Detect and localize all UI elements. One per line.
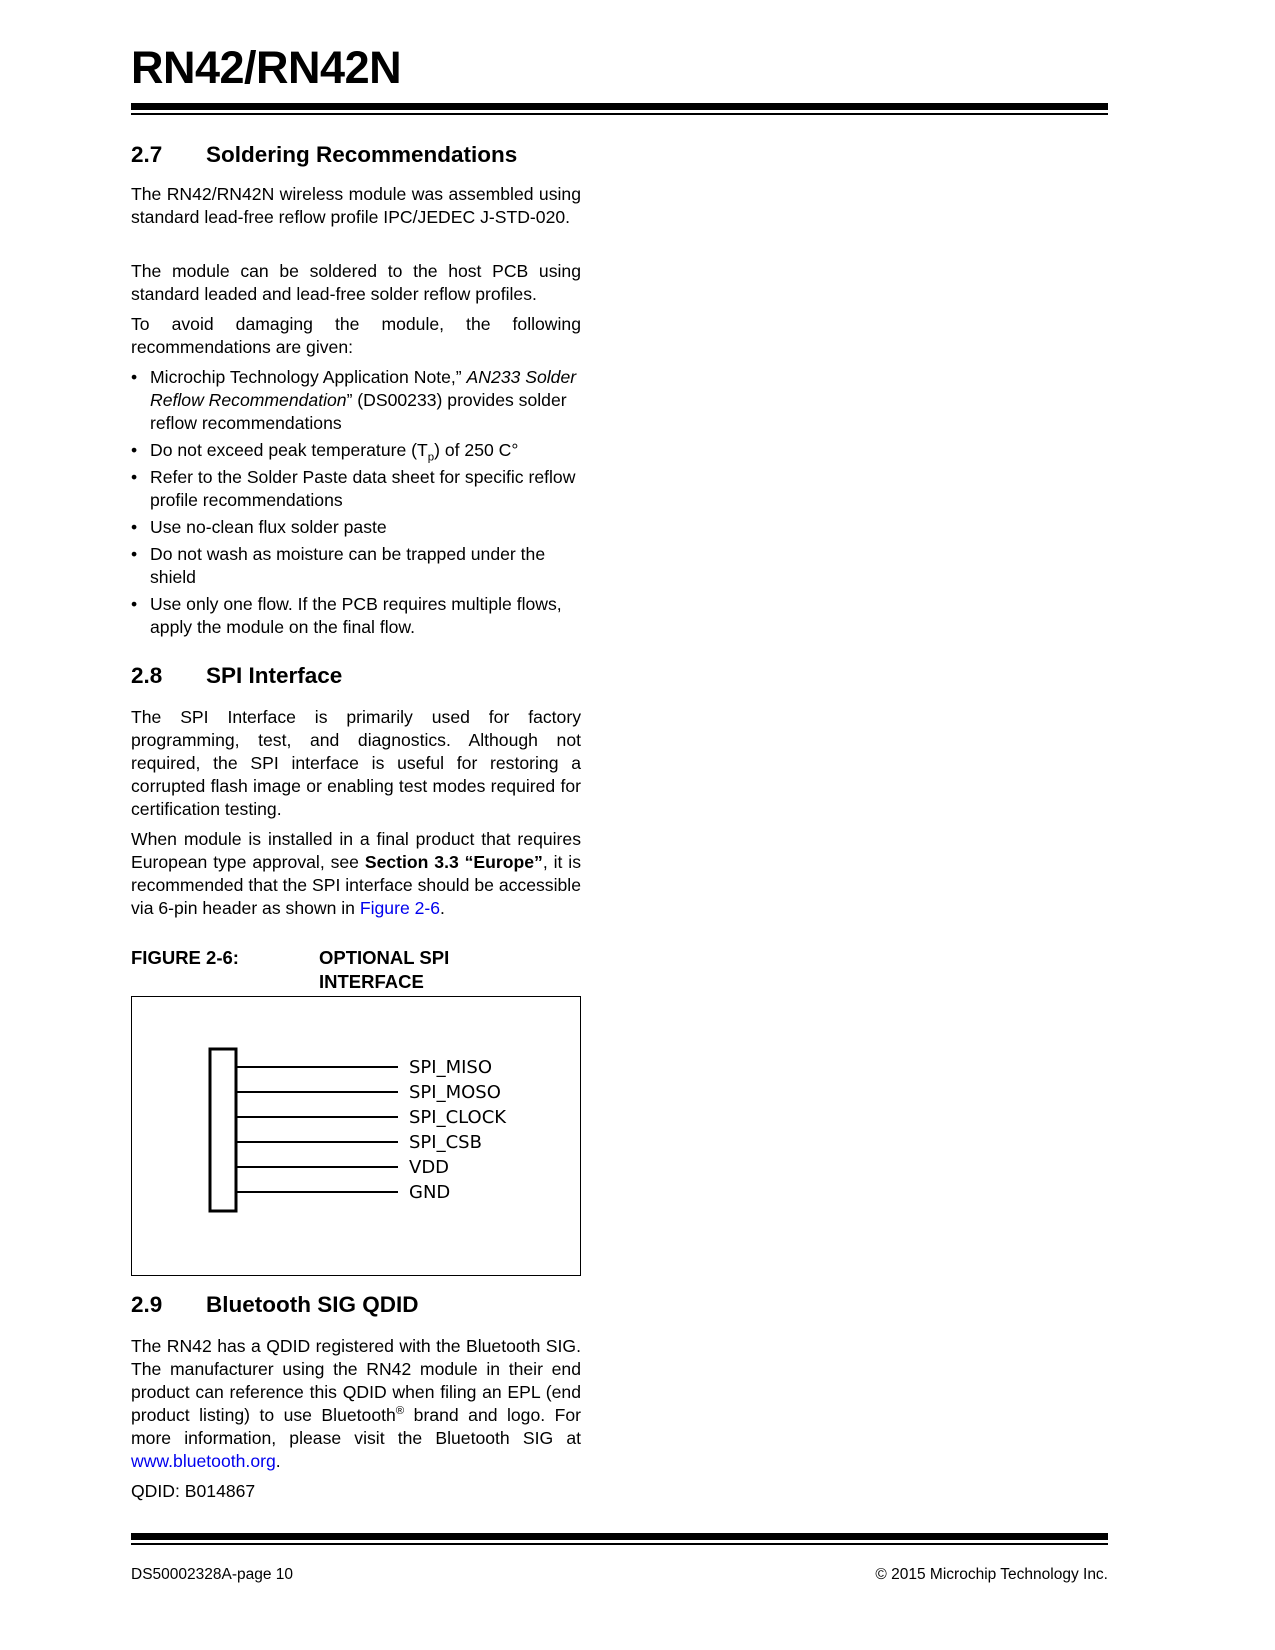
section-number: 2.9 [131,1292,163,1317]
bullet-item: • Do not exceed peak temperature $(T_p)$ of 250 C° [131,439,581,462]
figure-label: FIGURE 2-6: [131,947,239,968]
footer-document-id: DS50002328A-page 10 [131,1566,294,1583]
soldering-bullet-list [131,366,581,643]
section-2-8-paragraph-1: The SPI Interface is primarily used for factory programming, test, and diagnostics. Although not required, the SPI interface is useful for restoring a corrupted flash image or enabling test modes required for certification testing. [131,707,581,819]
section-2-7-paragraph-2: The module can be soldered to the host PCB using standard leaded and lead-free solder reflow profiles. [131,261,581,304]
bullet-item: • Microchip Technology Application Note,” AN233 Solder Reflow Recommendation” (DS00233) provides solder reflow recommendations [131,366,581,435]
figure-2-6-link[interactable]: Figure 2-6 [359,898,441,918]
six-pin-header [210,1049,236,1211]
section-2-7-paragraph-3: To avoid damaging the module, the following recommendations are given: [131,314,581,357]
section-title: Bluetooth SIG QDID [206,1292,419,1317]
header-rule-thin [131,113,1108,115]
section-title: SPI Interface [206,663,343,688]
page-header-title: RN42/RN42N [131,42,402,93]
section-title: Soldering Recommendations [206,142,518,167]
pin-label-spi-moso: SPI_MOSO [409,1082,501,1103]
section-2-9-heading [131,1291,419,1319]
spi-header-diagram [132,997,580,1275]
section-2-8-heading [131,662,342,690]
section-2-7-paragraph-1: The RN42/RN42N wireless module was assembled using standard lead-free reflow profile IPC/JEDEC J-STD-020. [131,184,581,227]
section-number: 2.8 [131,663,163,688]
pin-label-spi-csb: SPI_CSB [409,1132,482,1153]
header-rule-thick [131,103,1108,110]
section-number: 2.7 [131,142,163,167]
figure-2-6-box [131,996,581,1276]
pin-label-gnd: GND [409,1182,451,1203]
section-2-9-paragraph-1: The RN42 has a QDID registered with the Bluetooth SIG. The manufacturer using the RN42 module in their end product can reference this QDID when filing an EPL (end product listing) to use Bluetooth® brand and logo. For more information, please visit the Bluetooth SIG at www.bluetooth.org. [131,1336,581,1471]
pin-label-spi-clock: SPI_CLOCK [409,1107,507,1128]
figure-title: OPTIONAL SPI INTERFACE [319,947,450,992]
section-2-8-paragraph-2: When module is installed in a final product that requires European type approval, see Section 3.3 “Europe”, it is recommended that the SPI interface should be accessible via 6-pin header as shown in Figure 2-6. [131,829,582,918]
footer-rule-thin [131,1543,1108,1545]
bluetooth-org-link[interactable]: www.bluetooth.org [131,1451,276,1471]
qdid-line: QDID: B014867 [131,1481,256,1501]
pin-label-spi-miso: SPI_MISO [409,1057,493,1078]
bullet-item: • Do not wash as moisture can be trapped under the shield [131,543,581,589]
bullet-item: • Refer to the Solder Paste data sheet for specific reflow profile recommendations [131,466,581,512]
bullet-item: • Use no-clean flux solder paste [131,516,581,539]
footer-rule-thick [131,1533,1108,1540]
pin-label-vdd: VDD [409,1157,450,1178]
bullet-item: • Use only one flow. If the PCB requires multiple flows, apply the module on the final flow. [131,593,581,639]
section-2-7-heading [131,141,517,169]
footer-copyright: © 2015 Microchip Technology Inc. [875,1566,1108,1583]
